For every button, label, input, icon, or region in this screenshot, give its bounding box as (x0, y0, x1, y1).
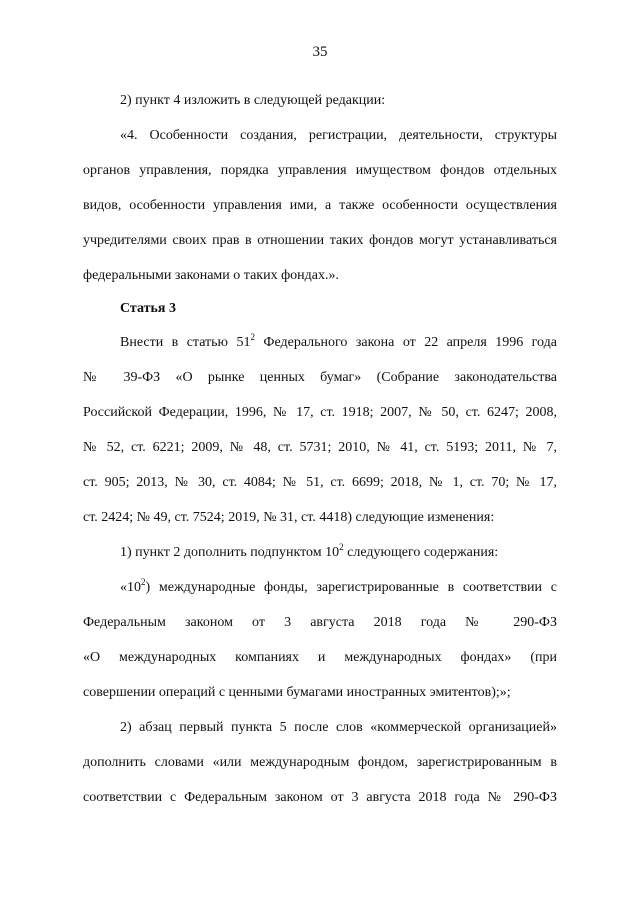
subitem-1: 1) пункт 2 дополнить подпунктом $10^2$ следующего содержания: (120, 542, 499, 560)
quote-line-2: органов управления, порядка управления имуществом фондов отдельных (83, 163, 557, 178)
page-number: 35 (312, 44, 328, 60)
article-3-heading: Статья 3 (120, 301, 176, 316)
article-3-line-3: Российской Федерации, 1996, № 17, ст. 1918; 2007, № 50, ст. 6247; 2008, (83, 405, 557, 420)
article-3-line-5: ст. 905; 2013, № 30, ст. 4084; № 51, ст. 6699; 2018, № 1, ст. 70; № 17, (83, 475, 557, 490)
subitem-2-line-2: дополнить словами «или международным фондом, зарегистрированным в (83, 755, 557, 770)
article-3-line-2: № 39-ФЗ «О рынке ценных бумаг» (Собрание законодательства (83, 370, 557, 385)
quote-line-4: учредителями своих прав в отношении таких фондов могут устанавливаться (83, 233, 557, 248)
quote-line-3: видов, особенности управления ими, а также особенности осуществления (83, 198, 557, 213)
quote-10-line-2: Федеральным законом от 3 августа 2018 года № 290-ФЗ (83, 615, 557, 630)
article-3-line-1: Внести в статью $51^2$ Федерального закона от 22 апреля 1996 года (120, 332, 557, 350)
item-2-intro: 2) пункт 4 изложить в следующей редакции: (120, 93, 386, 108)
quote-10-line-3: «О международных компаниях и международных фондах» (при (83, 650, 557, 665)
subitem-2-line-3: соответствии с Федеральным законом от 3 августа 2018 года № 290-ФЗ (83, 790, 557, 805)
quote-10-line-1: «$10^2$) международные фонды, зарегистрированные в соответствии с (120, 577, 557, 595)
quote-line-1: «4. Особенности создания, регистрации, деятельности, структуры (120, 128, 557, 143)
quote-line-5: федеральными законами о таких фондах.». (83, 268, 339, 283)
article-3-line-4: № 52, ст. 6221; 2009, № 48, ст. 5731; 2010, № 41, ст. 5193; 2011, № 7, (83, 440, 557, 455)
subitem-2-line-1: 2) абзац первый пункта 5 после слов «коммерческой организацией» (120, 720, 557, 735)
article-3-line-6: ст. 2424; № 49, ст. 7524; 2019, № 31, ст. 4418) следующие изменения: (83, 510, 495, 525)
quote-10-line-4: совершении операций с ценными бумагами иностранных эмитентов);»; (83, 685, 511, 700)
